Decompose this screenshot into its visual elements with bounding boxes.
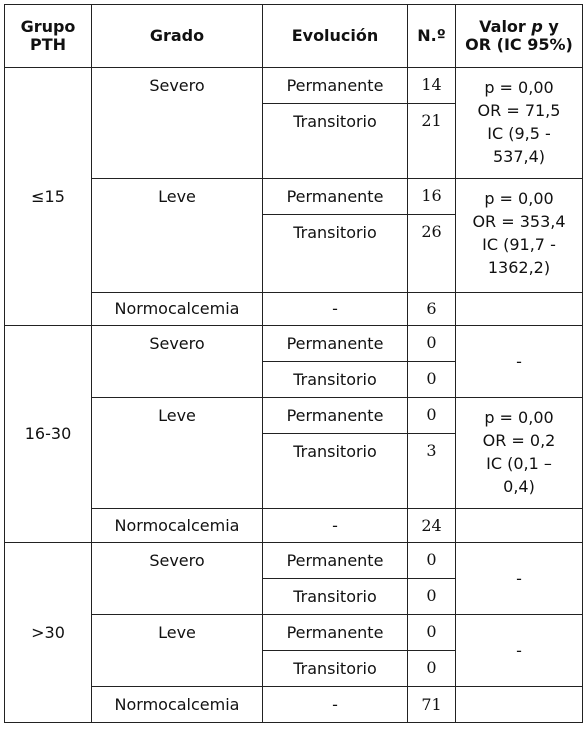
evolucion-cell: Transitorio [263,434,408,509]
table-row [5,687,583,723]
grado-cell: Severo [92,68,263,179]
valor-cell: - [456,543,583,615]
evolucion-cell: Permanente [263,615,408,651]
grado-cell: Severo [92,543,263,615]
table-row [5,615,583,651]
header-evolucion: Evolución [263,5,408,68]
num-cell: 0 [408,615,456,651]
num-cell: 0 [408,651,456,687]
grado-cell: Normocalcemia [92,687,263,723]
evolucion-cell: - [263,293,408,326]
evolucion-cell: - [263,687,408,723]
grado-cell: Normocalcemia [92,509,263,543]
evolucion-cell: Transitorio [263,104,408,179]
valor-cell [456,509,583,543]
table-row [5,509,583,543]
evolucion-cell: Transitorio [263,215,408,293]
table-row [5,326,583,362]
header-row [5,5,583,68]
num-cell: 14 [408,68,456,104]
num-cell: 0 [408,362,456,398]
num-cell: 24 [408,509,456,543]
valor-cell: p = 0,00 OR = 353,4 IC (91,7 - 1362,2) [456,179,583,293]
header-grado: Grado [92,5,263,68]
group-label: >30 [5,543,92,723]
pth-table [4,4,583,723]
evolucion-cell: Transitorio [263,651,408,687]
valor-cell [456,293,583,326]
num-cell: 0 [408,543,456,579]
num-cell: 0 [408,326,456,362]
num-cell: 6 [408,293,456,326]
table-row [5,179,583,215]
grado-cell: Normocalcemia [92,293,263,326]
valor-cell: p = 0,00 OR = 71,5 IC (9,5 - 537,4) [456,68,583,179]
evolucion-cell: Permanente [263,543,408,579]
evolucion-cell: Permanente [263,398,408,434]
num-cell: 0 [408,579,456,615]
grado-cell: Leve [92,179,263,293]
evolucion-cell: Permanente [263,68,408,104]
valor-cell: - [456,326,583,398]
valor-cell: - [456,615,583,687]
evolucion-cell: Transitorio [263,579,408,615]
num-cell: 71 [408,687,456,723]
group-label: ≤15 [5,68,92,326]
num-cell: 0 [408,398,456,434]
table-row [5,398,583,434]
num-cell: 21 [408,104,456,179]
header-grupo: Grupo PTH [5,5,92,68]
valor-cell [456,687,583,723]
num-cell: 26 [408,215,456,293]
evolucion-cell: - [263,509,408,543]
group-label: 16-30 [5,326,92,543]
grado-cell: Leve [92,398,263,509]
evolucion-cell: Transitorio [263,362,408,398]
table-row [5,543,583,579]
header-valor: Valor p y OR (IC 95%) [456,5,583,68]
table-row [5,68,583,104]
table-row [5,293,583,326]
num-cell: 3 [408,434,456,509]
num-cell: 16 [408,179,456,215]
header-num: N.º [408,5,456,68]
valor-cell: p = 0,00 OR = 0,2 IC (0,1 – 0,4) [456,398,583,509]
evolucion-cell: Permanente [263,179,408,215]
grado-cell: Severo [92,326,263,398]
evolucion-cell: Permanente [263,326,408,362]
grado-cell: Leve [92,615,263,687]
